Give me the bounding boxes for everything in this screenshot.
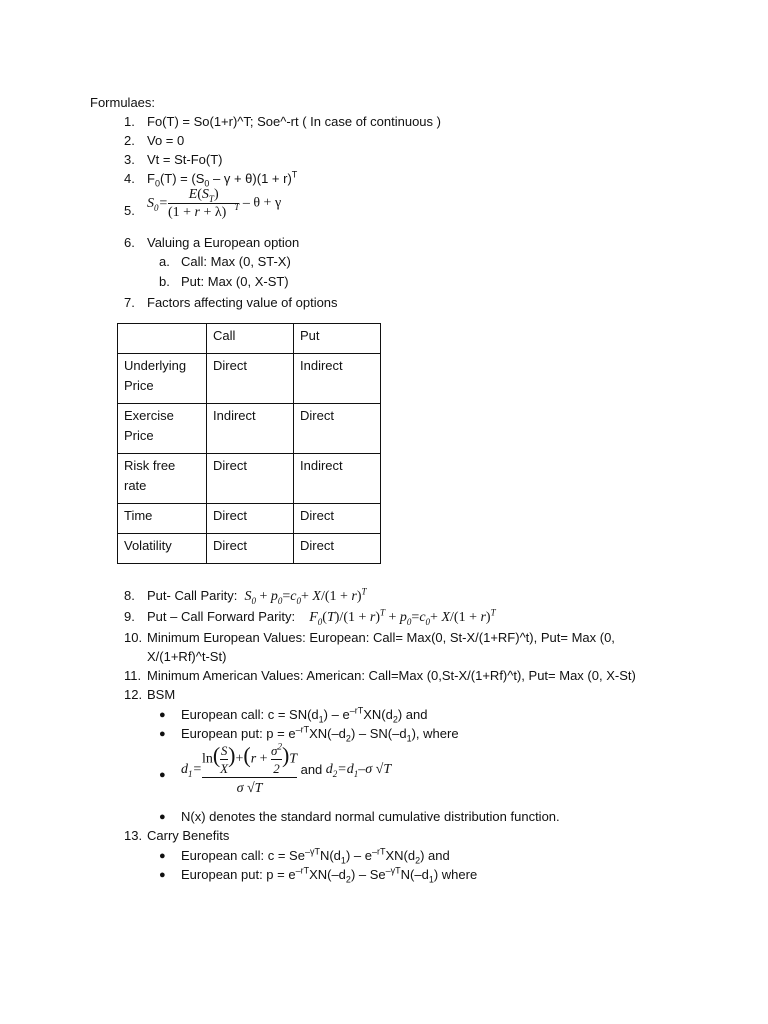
table-header-call: Call [207, 324, 294, 354]
bullet-icon: ● [159, 811, 166, 823]
item-text: Minimum American Values: American: Call=Max (0,St-X/(1+Rf)^t), Put= Max (0, X-St) [147, 668, 636, 683]
bullet-icon: ● [159, 728, 166, 740]
item-text: Valuing a European option [147, 235, 300, 250]
forward-price-formula: $F_0(T) = (S_0 - \gamma + \theta)(1 + r)^T$ [147, 169, 298, 189]
table-header-put: Put [294, 324, 381, 354]
item-number: 2. [124, 133, 135, 148]
bullet-icon: ● [159, 850, 166, 862]
carry-european-call: European call: $c = Se^{-\gamma T}N(d_1) - e^{-rT}XN(d_2)$ and [181, 846, 450, 866]
put-cell: Direct [294, 534, 381, 564]
call-cell: Direct [207, 504, 294, 534]
option-factors-table [117, 323, 381, 564]
call-cell: Direct [207, 354, 294, 404]
put-cell: Indirect [294, 454, 381, 504]
item-text: X/(1+Rf)^t-St) [147, 649, 227, 664]
put-call-parity-formula: $S_0 + p_0=c_0+ X/(1 + r)^T$ [240, 586, 367, 606]
item-number: 11. [124, 668, 142, 683]
item-number: 8. [124, 588, 135, 603]
item-number: 1. [124, 114, 135, 129]
put-cell: Direct [294, 504, 381, 534]
item-number: 7. [124, 295, 135, 310]
table-row [118, 504, 381, 534]
bullet-icon: ● [159, 869, 166, 881]
d1-formula: $d_1=$ ln( $\frac{S}{X}$ )+(r + $\frac{\sigma^2}{2}$ )T σ √T and $d_2=d_1-\sigma$ √T [181, 741, 392, 796]
factor-cell: Exercise Price [118, 404, 207, 454]
bsm-european-call: European call: $c = SN(d_1) - e^{-rT}XN(d_2)$ and [181, 705, 428, 725]
item-text: Factors affecting value of options [147, 295, 338, 310]
call-cell: Direct [207, 454, 294, 504]
item-number: 9. [124, 609, 135, 624]
table-row [118, 354, 381, 404]
item-number: 6. [124, 235, 135, 250]
item-text: Put- Call Parity: $S_0 + p_0=c_0+ X/(1 + r)^T$ [147, 586, 367, 606]
item-text: Vo = 0 [147, 133, 185, 148]
call-cell: Indirect [207, 404, 294, 454]
item-number: 3. [124, 152, 135, 167]
item-number: 13. [124, 828, 143, 843]
bsm-european-put: European put: $p = e^{-rT}XN(-d_2) - SN(-d_1)$, where [181, 724, 459, 744]
table-header-row [118, 324, 381, 354]
factor-cell: Volatility [118, 534, 207, 564]
item-text: Put – Call Forward Parity: $F_0(T)/(1 + r)^T + p_0=c_0+ X/(1 + r)^T$ [147, 607, 496, 627]
table-row [118, 404, 381, 454]
item-text: BSM [147, 687, 176, 702]
item-text: Vt = St-Fo(T) [147, 152, 223, 167]
item-text: Fo(T) = So(1+r)^T; Soe^-rt ( In case of continuous ) [147, 114, 441, 129]
table-row [118, 534, 381, 564]
item-number: 5. [124, 203, 135, 218]
put-cell: Indirect [294, 354, 381, 404]
bullet-icon: ● [159, 769, 166, 781]
item-number: 4. [124, 171, 135, 186]
bullet-icon: ● [159, 709, 166, 721]
subitem-text: Call: Max (0, ST-X) [181, 254, 291, 269]
bsm-note: N(x) denotes the standard normal cumulative distribution function. [181, 809, 560, 824]
page-heading: Formulaes: [90, 95, 156, 110]
item-text: Carry Benefits [147, 828, 230, 843]
table-cell [118, 324, 207, 354]
subitem-letter: b. [159, 274, 170, 289]
put-cell: Direct [294, 404, 381, 454]
item-text: Minimum European Values: European: Call= Max(0, St-X/(1+RF)^t), Put= Max (0, [147, 630, 615, 645]
subitem-text: Put: Max (0, X-ST) [181, 274, 289, 289]
factor-cell: Underlying Price [118, 354, 207, 404]
call-cell: Direct [207, 534, 294, 564]
put-call-forward-parity-formula: $F_0(T)/(1 + r)^T + p_0=c_0+ X/(1 + r)^T$ [298, 607, 496, 627]
item-number: 10. [124, 630, 143, 645]
item-number: 12. [124, 687, 143, 702]
factor-cell: Time [118, 504, 207, 534]
table-row [118, 454, 381, 504]
subitem-letter: a. [159, 254, 170, 269]
spot-price-formula: $S_0=$ $\frac{E(S_T)}{(1 + r + \lambda) ^T}$ – θ + γ [147, 187, 282, 220]
factor-cell: Risk free rate [118, 454, 207, 504]
carry-european-put: European put: $p = e^{-rT}XN(-d_2) - Se^{-\gamma T}N(-d_1)$ where [181, 865, 478, 885]
